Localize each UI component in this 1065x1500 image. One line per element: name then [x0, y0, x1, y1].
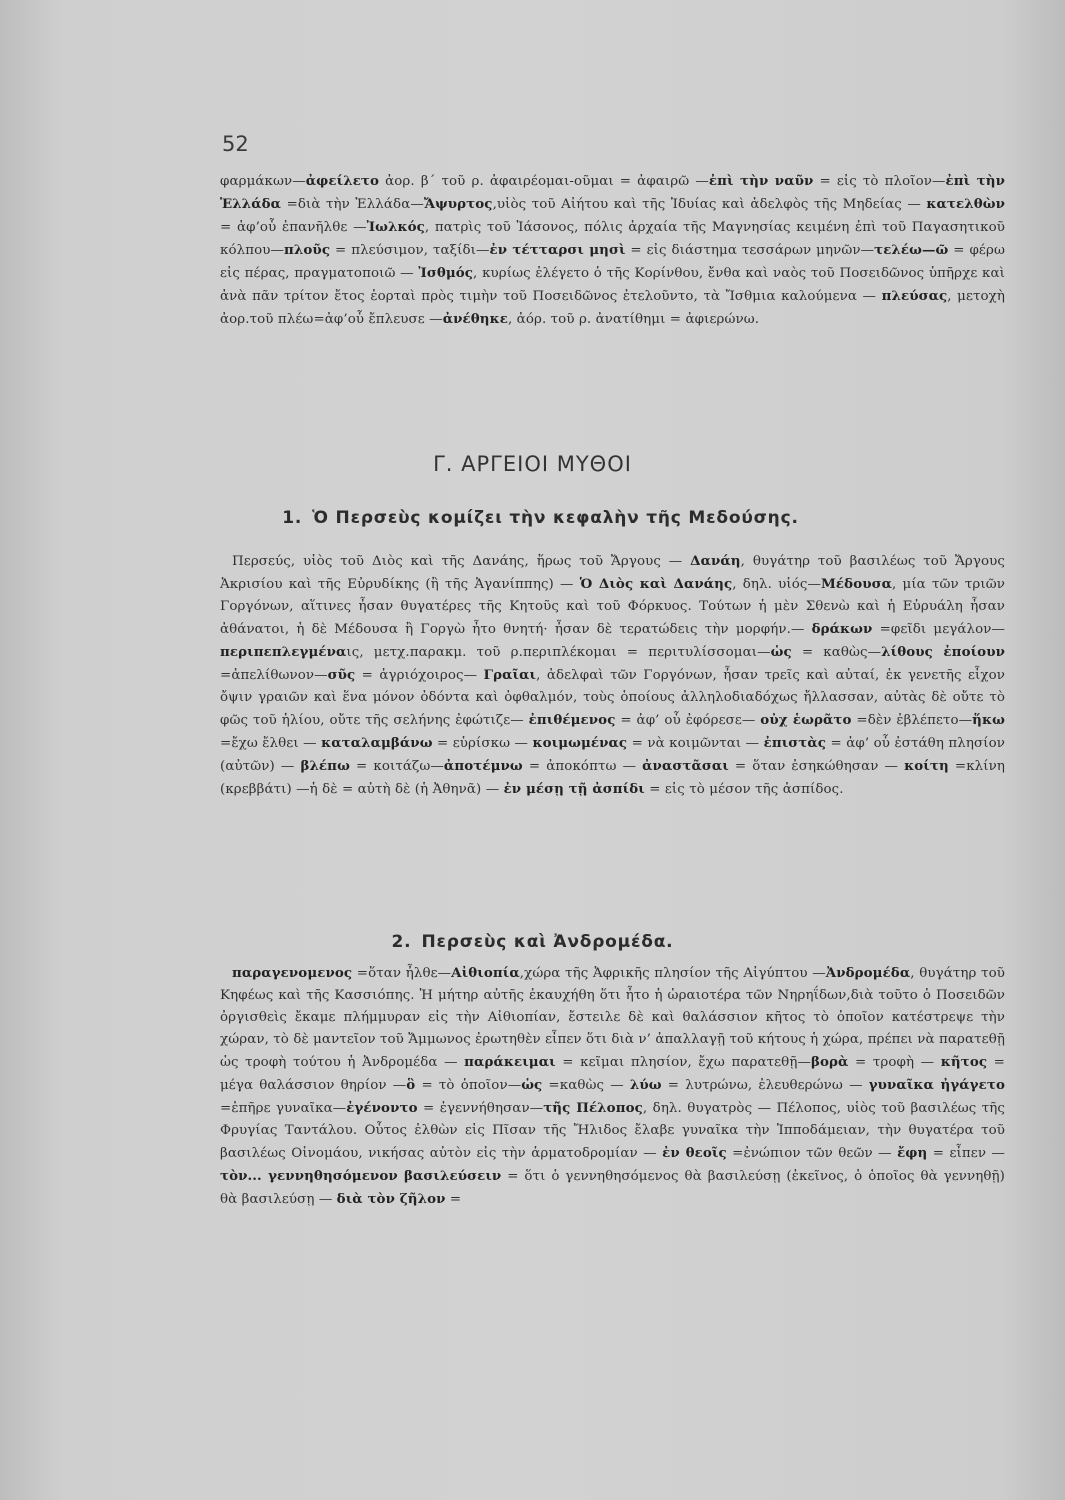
- gloss-term: ἐγένοντο: [346, 1100, 418, 1116]
- gloss-term: ἐπιθέμενος: [528, 712, 616, 728]
- gloss-text: = εὑρίσκω —: [432, 736, 533, 751]
- gloss-text: Περσεύς, υἱὸς τοῦ Διὸς καὶ τῆς Δανάης, ἥρως τοῦ Ἄργους —: [232, 554, 691, 569]
- gloss-term: Δανάη: [690, 553, 741, 569]
- gloss-term: ἐπὶ τὴν Ἑλλάδα: [220, 173, 1005, 212]
- glossary-block-argonauts: [220, 170, 1005, 331]
- gloss-term: ἐν θεοῖς: [662, 1145, 727, 1161]
- glossary-paragraph: [220, 170, 1005, 331]
- gloss-term: τῆς Πέλοπος: [543, 1100, 643, 1116]
- gloss-text: =ὅταν ἦλθε—: [352, 966, 452, 981]
- gloss-term: ἐν τέτταρσι μησὶ: [489, 242, 626, 258]
- subsection-number: 1.: [282, 508, 303, 528]
- glossary-block-perseus-andromeda: [220, 962, 1005, 1211]
- gloss-term: ὡς: [770, 644, 792, 660]
- gloss-term: καταλαμβάνω: [321, 735, 433, 751]
- gloss-text: = ἀφ’ οὗ ἐστάθη πλησίον (αὐτῶν) —: [220, 736, 1005, 774]
- gloss-term: πλοῦς: [284, 242, 331, 258]
- gloss-text: = νὰ κοιμῶνται —: [627, 736, 764, 751]
- glossary-paragraph: [220, 550, 1005, 801]
- gloss-text: = ἀγριόχοιρος—: [355, 668, 484, 683]
- gloss-term: τελέω—ῶ: [874, 242, 949, 258]
- gloss-text: = εἰς τὸ πλοῖον—: [813, 174, 946, 189]
- gloss-text: = κεῖμαι πλησίον, ἔχω παρατεθῇ—: [555, 1055, 811, 1070]
- glossary-block-perseus-medusa: [220, 550, 1005, 801]
- gloss-term: Ἰσθμός: [418, 265, 474, 281]
- gloss-term: ἀναστᾶσαι: [642, 758, 729, 774]
- gloss-term: παραγενομενος: [232, 965, 353, 981]
- gloss-text: = πλεύσιμον, ταξίδι—: [330, 243, 490, 258]
- gloss-text: = ὅτι ὁ γεννηθησόμενος θὰ βασιλεύσῃ (ἐκεῖνος, ὁ ὁποῖος θὰ γεννηθῇ) θὰ βασιλεύσῃ —: [220, 1169, 1005, 1207]
- gloss-text: ,χώρα τῆς Ἀφρικῆς πλησίον τῆς Αἰγύπτου —: [519, 966, 826, 981]
- subsection-heading: Περσεὺς καὶ Ἀνδρομέδα.: [421, 932, 674, 952]
- gloss-text: = τροφὴ —: [848, 1055, 941, 1070]
- gloss-term: γυναῖκα ἠγάγετο: [868, 1077, 1005, 1093]
- subsection-heading: Ὁ Περσεὺς κομίζει τὴν κεφαλὴν τῆς Μεδούσης.: [312, 508, 799, 528]
- gloss-text: , θυγάτηρ τοῦ βασιλέως τοῦ Ἄργους Ἀκρισίου καὶ τῆς Εὐρυδίκης (ἢ τῆς Ἀγανίππης) —: [220, 554, 1005, 592]
- glossary-paragraph: [220, 962, 1005, 1211]
- gloss-term: τὸν... γεννηθησόμενον βασιλεύσειν: [220, 1168, 502, 1184]
- gloss-text: , μετοχὴ ἀορ.τοῦ πλέω=ἀφ’οὗ ἔπλευσε —: [220, 289, 1006, 327]
- gloss-term: περιπεπλεγμένα: [220, 644, 347, 660]
- gloss-text: =καθὼς —: [542, 1078, 630, 1093]
- gloss-text: , ἀδελφαὶ τῶν Γοργόνων, ἦσαν τρεῖς καὶ αὐταί, ἐκ γενετῆς εἶχον ὄψιν γραιῶν καὶ ἕνα μόνον ὀδόντα καὶ ὀφθαλμόν, τοὺς ὁποίους ἀλληλοδιαδόχως ἤλλασσαν, αὐτὰς δὲ οὔτε τὸ φῶς τοῦ ἡλίου, οὔτε τῆς σελήνης ἐφώτιζε—: [220, 668, 1005, 728]
- gloss-text: = ἐγεννήθησαν—: [417, 1101, 544, 1116]
- gloss-text: , ἀόρ. τοῦ ρ. ἀνατίθημι = ἀφιερώνω.: [507, 312, 760, 327]
- gloss-text: , μία τῶν τριῶν Γοργόνων, αἵτινες ἦσαν θυγατέρες τῆς Κητοῦς καὶ τοῦ Φόρκυος. Τούτων ἡ μὲν Σθενὼ καὶ ἡ Εὐρυάλη ἦσαν ἀθάνατοι, ἡ δὲ Μέδουσα ἢ Γοργὼ ἦτο θνητή· ἦσαν δὲ τερατώδεις τὴν μορφήν.—: [220, 577, 1005, 637]
- gloss-text: = καθὼς—: [791, 645, 882, 660]
- gloss-term: ὃ: [406, 1077, 416, 1093]
- gloss-text: = ἀφ’ οὗ ἐφόρεσε—: [615, 713, 761, 728]
- gloss-term: κοιμωμένας: [532, 735, 628, 751]
- gloss-term: Ὁ Διὸς καὶ Δανάης: [579, 576, 733, 592]
- page-number: 52: [222, 132, 249, 156]
- gloss-text: = κοιτάζω—: [349, 759, 444, 774]
- gloss-term: Ἰωλκός: [366, 219, 425, 235]
- gloss-text: ,υἱὸς τοῦ Αἰήτου καὶ τῆς Ἰδυίας καὶ ἀδελφὸς τῆς Μηδείας —: [492, 197, 927, 212]
- gloss-text: φαρμάκων—: [220, 174, 306, 189]
- gloss-text: , κυρίως ἐλέγετο ὁ τῆς Κορίνθου, ἔνθα καὶ ναὸς τοῦ Ποσειδῶνος ὑπῆρχε καὶ ἀνὰ πᾶν τρίτον ἔτος ἑορταὶ πρὸς τιμὴν τοῦ Ποσειδῶνος ἐτελοῦντο, τὰ Ἴσθμια καλούμενα —: [220, 266, 1005, 304]
- gloss-term: Ἄψυρτος: [423, 196, 493, 212]
- gloss-term: ἀφείλετο: [305, 173, 380, 189]
- gloss-term: ἐπὶ τὴν ναῦν: [708, 173, 814, 189]
- gloss-term: λίθους ἐποίουν: [881, 644, 1005, 660]
- gloss-term: ὡς: [521, 1077, 543, 1093]
- gloss-term: ἀνέθηκε: [442, 311, 508, 327]
- gloss-term: ἔφη: [897, 1145, 928, 1161]
- gloss-text: , δηλ. θυγατρὸς — Πέλοπος, υἱὸς τοῦ βασιλέως τῆς Φρυγίας Ταντάλου. Οὗτος ἐλθὼν εἰς Πῖσαν τῆς Ἤλιδος ἔλαβε γυναῖκα τὴν Ἱπποδάμειαν, τὴν θυγατέρα τοῦ βασιλέως Οἰνομάου, νικήσας αὐτὸν εἰς τὴν ἁρματοδρομίαν —: [220, 1101, 1005, 1161]
- gloss-text: , δηλ. υἱός—: [732, 577, 821, 592]
- gloss-term: βορὰ: [810, 1054, 849, 1070]
- gloss-text: = ὅταν ἐσηκώθησαν —: [728, 759, 905, 774]
- gloss-text: , θυγάτηρ τοῦ Κηφέως καὶ τῆς Κασσιόπης. Ἡ μήτηρ αὐτῆς ἐκαυχήθη ὅτι ἦτο ἡ ὡραιοτέρα τῶν Νηρηΐδων,διὰ τοῦτο ὁ Ποσειδῶν ὀργισθεὶς ἔκαμε πλήμμυραν εἰς τὴν Αἰθιοπίαν, ἔστειλε δὲ καὶ θαλάσσιον κῆτος τὸ ὁποῖον κατέστρεψε τὴν χώραν, τὸ δὲ μαντεῖον τοῦ Ἄμμωνος ἐρωτηθὲν εἶπεν ὅτι διὰ ν’ ἀπαλλαγῇ τοῦ κήτους ἡ χώρα, πρέπει νὰ παρατεθῇ ὡς τροφὴ τούτου ἡ Ἀνδρομέδα —: [220, 966, 1005, 1070]
- subsection-title-perseus-andromeda: [0, 932, 1065, 952]
- gloss-term: ἐν μέσῃ τῇ ἀσπίδι: [503, 781, 645, 797]
- gloss-term: κῆτος: [940, 1054, 988, 1070]
- section-title: Γ. ΑΡΓΕΙΟΙ ΜΥΘΟΙ: [433, 452, 632, 476]
- gloss-term: Ἀνδρομέδα: [825, 965, 911, 981]
- subsection-number: 2.: [391, 932, 412, 952]
- gloss-term: Γραῖαι: [483, 667, 537, 683]
- gloss-term: ἥκω: [972, 712, 1005, 728]
- gloss-term: ἀποτέμνω: [443, 758, 523, 774]
- gloss-text: ἀορ. β΄ τοῦ ρ. ἀφαιρέομαι-οῦμαι = ἀφαιρῶ —: [379, 174, 709, 189]
- gloss-term: πλεύσας: [881, 288, 948, 304]
- gloss-text: = εἶπεν —: [927, 1146, 1006, 1161]
- gloss-term: οὐχ ἑωρᾶτο: [760, 712, 852, 728]
- gloss-text: = τὸ ὁποῖον—: [415, 1078, 522, 1093]
- gloss-text: = εἰς διάστημα τεσσάρων μηνῶν—: [625, 243, 875, 258]
- gloss-text: = λυτρώνω, ἐλευθερώνω —: [661, 1078, 869, 1093]
- gloss-text: =ἀπελίθωνον—: [220, 668, 328, 683]
- gloss-text: =φεῖδι μεγάλον—: [872, 622, 1005, 637]
- gloss-term: παράκειμαι: [464, 1054, 556, 1070]
- gloss-term: λύω: [629, 1077, 662, 1093]
- gloss-text: =δὲν ἐβλέπετο—: [851, 713, 973, 728]
- gloss-text: = εἰς τὸ μέσον τῆς ἀσπίδος.: [644, 782, 844, 797]
- gloss-text: =ἐνώπιον τῶν θεῶν —: [726, 1146, 898, 1161]
- gloss-text: = ἀφ’οὗ ἐπανῆλθε —: [220, 220, 367, 235]
- gloss-text: = μέγα θαλάσσιον θηρίον —: [220, 1055, 1005, 1093]
- gloss-text: , πατρὶς τοῦ Ἰάσονος, πόλις ἀρχαία τῆς Μαγνησίας κειμένη ἐπὶ τοῦ Παγασητικοῦ κόλπου—: [220, 220, 1005, 258]
- gloss-text: = ἀποκόπτω —: [522, 759, 643, 774]
- gloss-term: σῦς: [327, 667, 356, 683]
- subsection-title-perseus-medusa: [0, 508, 1065, 528]
- gloss-term: βλέπω: [300, 758, 350, 774]
- gloss-term: Μέδουσα: [821, 576, 892, 592]
- gloss-term: ἐπιστὰς: [763, 735, 827, 751]
- gloss-text: =ἐπῆρε γυναῖκα—: [220, 1101, 347, 1116]
- gloss-text: =: [445, 1192, 462, 1207]
- gloss-text: = φέρω εἰς πέρας, πραγματοποιῶ —: [220, 243, 1005, 281]
- gloss-term: κοίτη: [904, 758, 949, 774]
- gloss-text: =κλίνη (κρεββάτι) —ἡ δὲ = αὐτὴ δὲ (ἡ Ἀθηνᾶ) —: [220, 759, 1005, 797]
- gloss-term: διὰ τὸν ζῆλον: [336, 1191, 446, 1207]
- gloss-term: κατελθὼν: [926, 196, 1005, 212]
- gloss-text: ις, μετχ.παρακμ. τοῦ ρ.περιπλέκομαι = περιτυλίσσομαι—: [346, 645, 771, 660]
- gloss-term: δράκων: [811, 621, 873, 637]
- gloss-text: =ἔχω ἔλθει —: [220, 736, 322, 751]
- gloss-term: Αἰθιοπία: [451, 965, 520, 981]
- gloss-text: =διὰ τὴν Ἑλλάδα—: [281, 197, 424, 212]
